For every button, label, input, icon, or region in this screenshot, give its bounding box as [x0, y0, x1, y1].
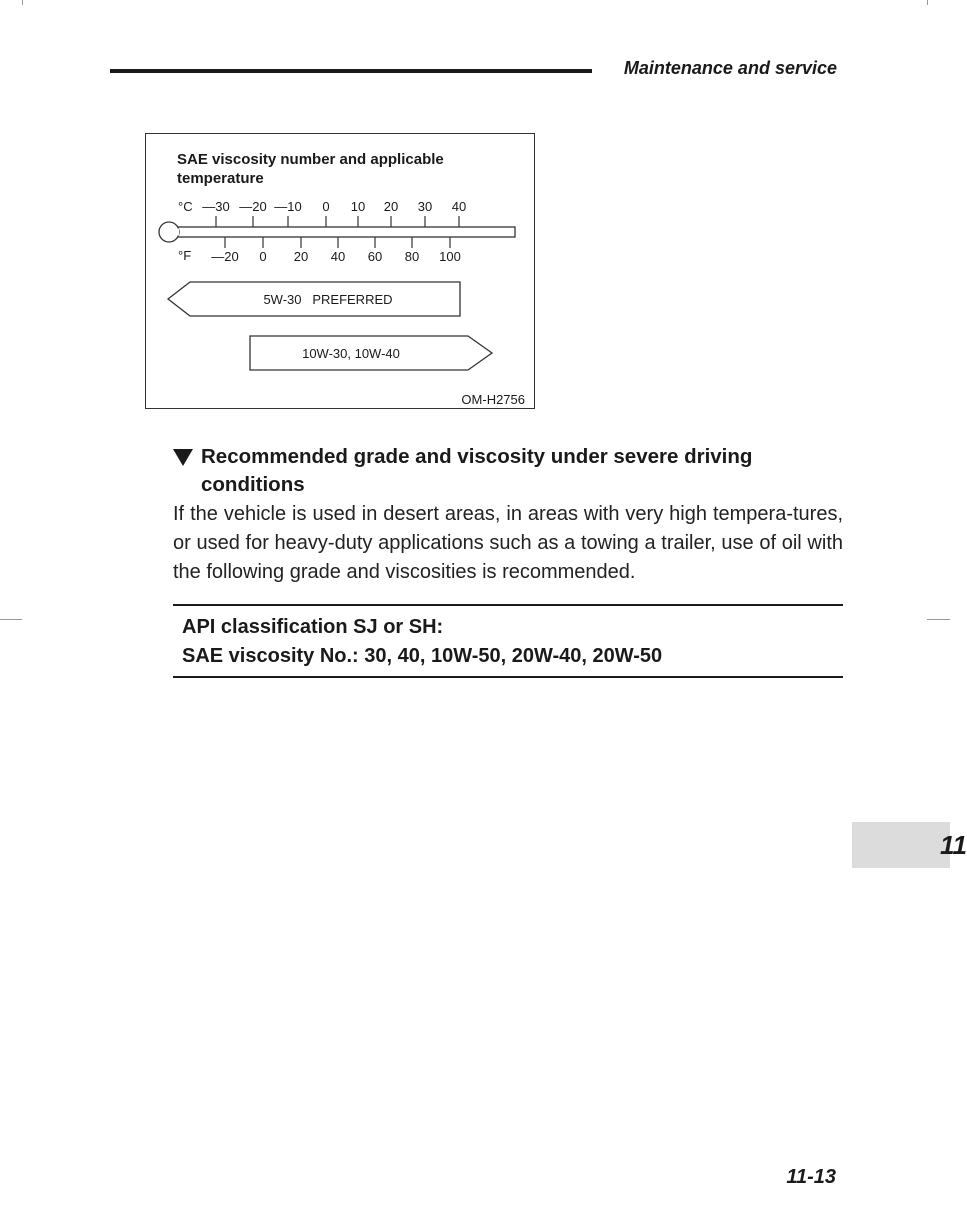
api-classification: API classification SJ or SH:	[182, 616, 444, 638]
heading-line2: conditions	[201, 473, 305, 496]
celsius-tick-label: 20	[383, 199, 399, 214]
celsius-tick-label: 40	[451, 199, 467, 214]
crop-mark	[22, 0, 23, 5]
severe-conditions-heading	[173, 443, 843, 499]
figure-title-line1: SAE viscosity number and applicable	[177, 151, 444, 168]
sae-viscosity-numbers: SAE viscosity No.: 30, 40, 10W-50, 20W-40, 20W-50	[182, 645, 663, 667]
chapter-tab-label: 11	[940, 830, 967, 860]
fahrenheit-tick-label: 80	[404, 249, 420, 264]
celsius-ticks	[216, 216, 459, 227]
fahrenheit-tick-labels	[211, 249, 461, 264]
celsius-tick-label: —20	[239, 199, 267, 214]
thermometer-bar	[159, 222, 515, 242]
triangle-bullet-icon	[173, 449, 193, 466]
crop-mark	[0, 619, 22, 620]
fahrenheit-tick-label: 100	[439, 249, 461, 264]
fahrenheit-unit-label: °F	[178, 248, 192, 263]
spec-box	[173, 604, 843, 678]
fahrenheit-tick-label: —20	[211, 249, 239, 264]
fahrenheit-tick-label: 60	[367, 249, 383, 264]
page-number: 11-13	[786, 1166, 836, 1188]
celsius-tick-label: 30	[417, 199, 433, 214]
celsius-tick-label: 0	[322, 199, 330, 214]
chapter-tab	[852, 822, 967, 868]
celsius-tick-labels	[202, 199, 466, 214]
fahrenheit-ticks	[225, 237, 450, 248]
crop-mark	[927, 0, 928, 5]
fahrenheit-tick-label: 0	[259, 249, 267, 264]
celsius-tick-label: 10	[350, 199, 366, 214]
fahrenheit-tick-label: 20	[293, 249, 309, 264]
celsius-tick-label: —10	[274, 199, 302, 214]
section-title: Maintenance and service	[623, 58, 837, 78]
fahrenheit-tick-label: 40	[330, 249, 346, 264]
heading-line1: Recommended grade and viscosity under severe driving	[201, 445, 753, 468]
crop-mark	[927, 619, 950, 620]
body-paragraph: If the vehicle is used in desert areas, in areas with very high tempera-tures, or used for heavy-duty applications such as a towing a trailer, use of oil with the following grade and viscosities is recommended.	[173, 503, 843, 583]
figure-code: OM-H2756	[461, 392, 525, 407]
viscosity-chart	[146, 134, 536, 410]
band-5w30-label: 5W-30 PREFERRED	[263, 292, 393, 307]
celsius-unit-label: °C	[178, 199, 193, 214]
header-rule	[110, 69, 592, 73]
band-10w-label: 10W-30, 10W-40	[302, 346, 400, 361]
celsius-tick-label: —30	[202, 199, 230, 214]
figure-title-line2: temperature	[177, 170, 264, 187]
viscosity-temperature-figure	[145, 133, 535, 409]
